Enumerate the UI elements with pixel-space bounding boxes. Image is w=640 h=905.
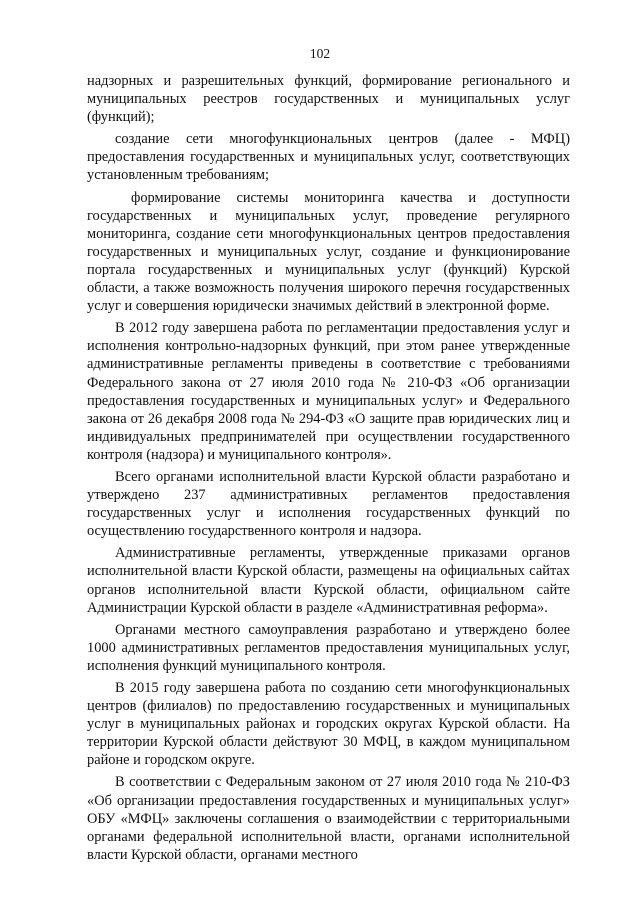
- paragraph-7: Органами местного самоуправления разработано и утверждено более 1000 административных регламентов предоставления муниципальных услуг, исполнения функций муниципального контроля.: [87, 621, 570, 674]
- paragraph-8: В 2015 году завершена работа по созданию сети многофункциональных центров (филиалов) по предоставлению государственных и муниципальных услуг в муниципальных районах и городских округах Курской области. На территории Курской области действуют 30 МФЦ, в каждом муниципальном районе и городском округе.: [87, 680, 570, 769]
- page-number: 102: [309, 46, 331, 61]
- paragraph-6: Административные регламенты, утвержденные приказами органов исполнительной власти Курской области, размещены на официальных сайтах органов исполнительной власти Курской области, официальном сайте Администрации Курской области в разделе «Административная реформа».: [87, 545, 570, 616]
- paragraph-3: формирование системы мониторинга качества и доступности государственных и муниципальных услуг, проведение регулярного мониторинга, создание сети многофункциональных центров предоставления государственных и муниципальных услуг, создание и функционирование портала государственных и муниципальных услуг (функций) Курской области, а также возможность получения широкого перечня государственных услуг и совершения юридически значимых действий в электронной форме.: [87, 189, 570, 315]
- paragraph-2: создание сети многофункциональных центров (далее - МФЦ) предоставления государственных и муниципальных услуг, соответствующих установленным требованиям;: [87, 131, 570, 184]
- document-body: [87, 72, 570, 868]
- paragraph-4: В 2012 году завершена работа по регламентации предоставления услуг и исполнения контрольно-надзорных функций, при этом ранее утвержденные административные регламенты приведены в соответствие с требованиями Федерального закона от 27 июля 2010 года № 210-ФЗ «Об организации предоставления государственных и муниципальных услуг» и Федерального закона от 26 декабря 2008 года № 294-ФЗ «О защите прав юридических лиц и индивидуальных предпринимателей при осуществлении государственного контроля (надзора) и муниципального контроля».: [87, 320, 570, 463]
- paragraph-1: надзорных и разрешительных функций, формирование регионального и муниципальных реестров государственных и муниципальных услуг (функций);: [87, 73, 570, 126]
- paragraph-5: Всего органами исполнительной власти Курской области разработано и утверждено 237 административных регламентов предоставления государственных услуг и исполнения государственных функций по осуществлению государственного контроля и надзора.: [87, 468, 570, 540]
- paragraph-9: В соответствии с Федеральным законом от 27 июля 2010 года № 210-ФЗ «Об организации предоставления государственных и муниципальных услуг» ОБУ «МФЦ» заключены соглашения о взаимодействии с территориальными органами федеральной исполнительной власти, органами исполнительной власти Курской области, органами местного: [87, 774, 570, 863]
